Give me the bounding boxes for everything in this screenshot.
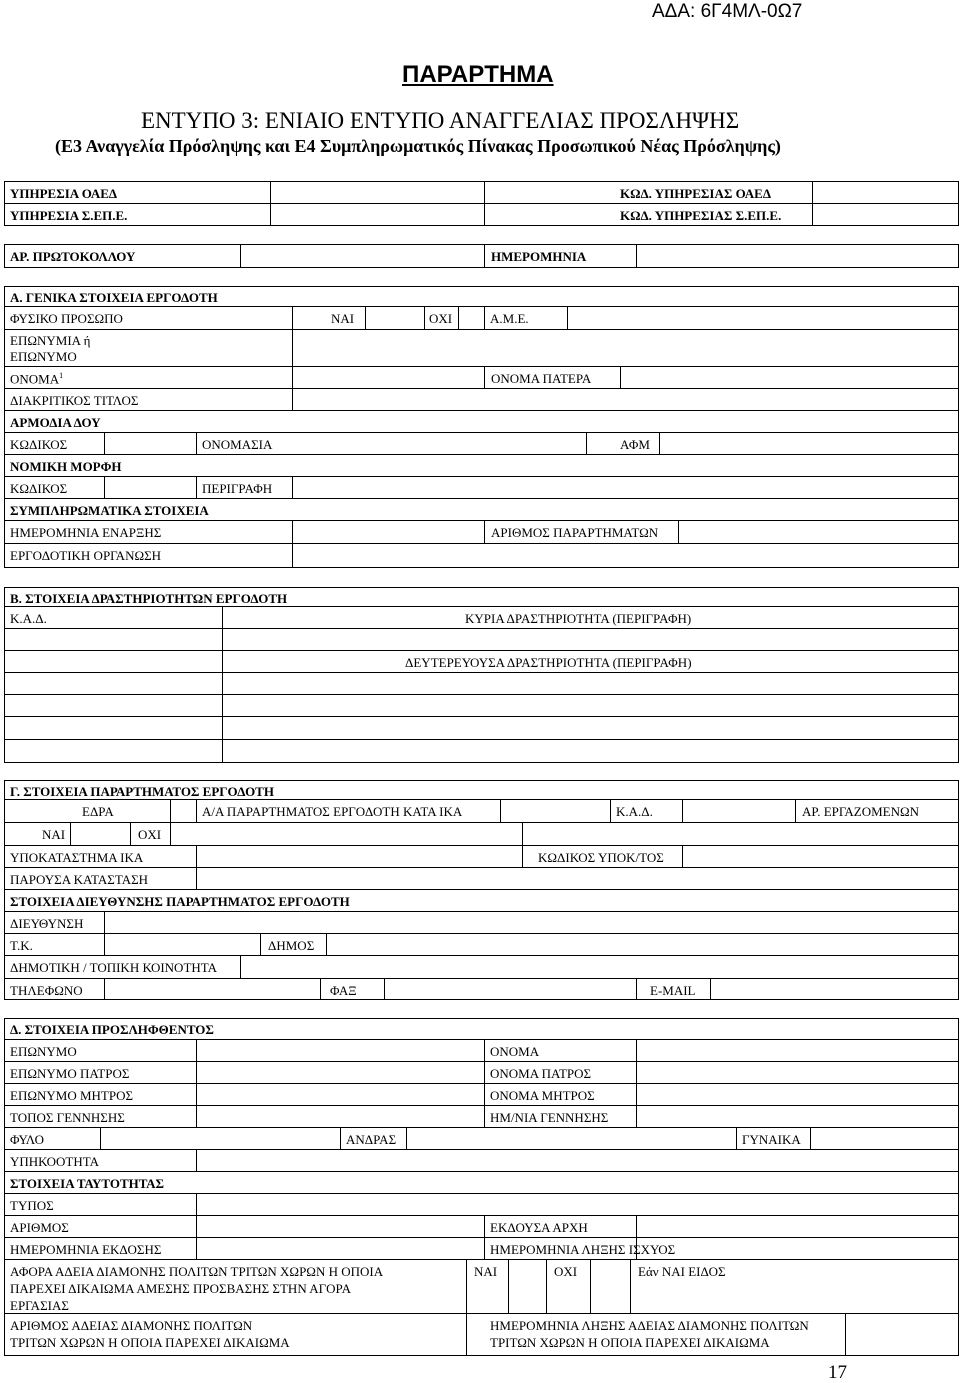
- label-topos-gennisis: ΤΟΠΟΣ ΓΕΝΝΗΣΗΣ: [10, 1110, 125, 1125]
- label-typos: ΤΥΠΟΣ: [10, 1198, 54, 1213]
- label-oxi: ΟΧΙ: [429, 311, 453, 326]
- im-gennisis-field[interactable]: [638, 1107, 958, 1126]
- ep-mitros-field[interactable]: [198, 1085, 483, 1104]
- ame-field[interactable]: [569, 308, 958, 328]
- im-ekdosis-field[interactable]: [198, 1239, 483, 1258]
- label-kad: Κ.Α.Δ.: [10, 611, 47, 626]
- label-aa-parartimatos: Α/Α ΠΑΡΑΡΤΗΜΑΤΟΣ ΕΡΓΟΔΟΤΗ ΚΑΤΑ ΙΚΑ: [202, 804, 463, 819]
- ar-protokollou-field[interactable]: [242, 246, 482, 266]
- label-ypikootita: ΥΠΗΚΟΟΤΗΤΑ: [10, 1154, 100, 1169]
- label-eponymo-d: ΕΠΩΝΥΜΟ: [10, 1044, 77, 1059]
- label-dieythinsi: ΔΙΕΥΘΥΝΣΗ: [10, 916, 84, 931]
- label-afora-2: ΠΑΡΕΧΕΙ ΔΙΚΑΙΩΜΑ ΑΜΕΣΗΣ ΠΡΟΣΒΑΣΗΣ ΣΤΗΝ ΑΓΟΡΑ: [10, 1281, 351, 1296]
- ada-code: ΑΔΑ: 6Γ4ΜΛ-0Ω7: [652, 1, 803, 22]
- page-number: 17: [828, 1362, 847, 1383]
- gynaika-field[interactable]: [812, 1129, 958, 1148]
- defter-perigrafi-2-field[interactable]: [224, 696, 958, 715]
- label-eponymia: ΕΠΩΝΥΜΙΑ ή: [10, 333, 91, 348]
- label-ame: Α.Μ.Ε.: [490, 311, 529, 326]
- kad-defter-1-field[interactable]: [6, 674, 221, 693]
- label-on-patros: ΟΝΟΜΑ ΠΑΤΡΟΣ: [490, 1066, 592, 1081]
- label-im-lixis-adeias-1: ΗΜΕΡΟΜΗΝΙΑ ΛΗΞΗΣ ΑΔΕΙΑΣ ΔΙΑΜΟΝΗΣ ΠΟΛΙΤΩΝ: [490, 1318, 809, 1333]
- form-title: ΕΝΤΥΠΟ 3: ΕΝΙΑΙΟ ΕΝΤΥΠΟ ΑΝΑΓΓΕΛΙΑΣ ΠΡΟΣΛΗΨΗΣ: [141, 108, 740, 133]
- edra-nai-field[interactable]: [6, 824, 69, 844]
- section-b-title: Β. ΣΤΟΙΧΕΙΑ ΔΡΑΣΤΗΡΙΟΤΗΤΩΝ ΕΡΓΟΔΟΤΗ: [10, 591, 288, 606]
- onoma-patera-field[interactable]: [622, 368, 958, 387]
- label-kodikos-morfis: ΚΩΔΙΚΟΣ: [10, 481, 68, 496]
- afora-oxi-field[interactable]: [592, 1261, 629, 1312]
- kad-defter-4-field[interactable]: [6, 741, 221, 762]
- label-afora-1: ΑΦΟΡΑ ΑΔΕΙΑ ΔΙΑΜΟΝΗΣ ΠΟΛΙΤΩΝ ΤΡΙΤΩΝ ΧΩΡΩΝ Η ΟΠΟΙΑ: [10, 1264, 384, 1279]
- im-lixis-isxyos-field[interactable]: [638, 1239, 958, 1258]
- kodikos-doy-field[interactable]: [106, 434, 195, 453]
- label-onoma-patera: ΟΝΟΜΑ ΠΑΤΕΡΑ: [491, 371, 592, 386]
- label-on-mitros: ΟΝΟΜΑ ΜΗΤΡΟΣ: [490, 1088, 595, 1103]
- defter-perigrafi-1-field[interactable]: [224, 674, 958, 693]
- arithmos-parartimaton-field[interactable]: [680, 522, 958, 542]
- label-im-enarxis: ΗΜΕΡΟΜΗΝΙΑ ΕΝΑΡΞΗΣ: [10, 525, 162, 540]
- label-fysiko-prosopo: ΦΥΣΙΚΟ ΠΡΟΣΩΠΟ: [10, 311, 123, 326]
- parousa-katastasi-field[interactable]: [198, 869, 958, 888]
- label-ep-patros: ΕΠΩΝΥΜΟ ΠΑΤΡΟΣ: [10, 1066, 130, 1081]
- dimos-field[interactable]: [328, 935, 958, 954]
- label-stoixeia-taytotitas: ΣΤΟΙΧΕΙΑ ΤΑΥΤΟΤΗΤΑΣ: [10, 1176, 165, 1191]
- section-d-title: Δ. ΣΤΟΙΧΕΙΑ ΠΡΟΣΛΗΦΘΕΝΤΟΣ: [10, 1022, 214, 1037]
- andras-field[interactable]: [408, 1129, 735, 1148]
- kad-defter-3-field[interactable]: [6, 718, 221, 738]
- label-edra: ΕΔΡΑ: [82, 804, 114, 819]
- arithmos-field[interactable]: [198, 1217, 483, 1236]
- label-im-lixis-isxyos: ΗΜΕΡΟΜΗΝΙΑ ΛΗΞΗΣ ΙΣΧΥΟΣ: [490, 1242, 676, 1257]
- im-lixis-adeias-field[interactable]: [847, 1315, 958, 1355]
- defter-perigrafi-3-field[interactable]: [224, 718, 958, 738]
- label-symplirwmatika: ΣΥΜΠΛΗΡΩΜΑΤΙΚΑ ΣΤΟΙΧΕΙΑ: [10, 503, 209, 518]
- dieythinsi-field[interactable]: [106, 913, 958, 932]
- label-eponymo: ΕΠΩΝΥΜΟ: [10, 349, 77, 364]
- fax-field[interactable]: [386, 980, 635, 999]
- fysiko-nai-field[interactable]: [367, 308, 423, 328]
- ypikootita-field[interactable]: [198, 1151, 958, 1170]
- label-arithmos-parartimaton: ΑΡΙΘΜΟΣ ΠΑΡΑΡΤΗΜΑΤΩΝ: [491, 525, 659, 540]
- label-email: E-MAIL: [650, 983, 696, 998]
- label-ypokatastima: ΥΠΟΚΑΤΑΣΤΗΜΑ ΙΚΑ: [10, 850, 144, 865]
- onoma-field[interactable]: [294, 368, 483, 387]
- label-edra-oxi: ΟΧΙ: [138, 827, 162, 842]
- aa-parartimatos-field[interactable]: [172, 824, 521, 844]
- label-ar-ergazomenon: ΑΡ. ΕΡΓΑΖΟΜΕΝΩΝ: [802, 804, 920, 819]
- label-kyria-drastiriotita: ΚΥΡΙΑ ΔΡΑΣΤΗΡΙΟΤΗΤΑ (ΠΕΡΙΓΡΑΦΗ): [465, 611, 692, 626]
- label-yp-oaed: ΥΠΗΡΕΣΙΑ ΟΑΕΔ: [10, 186, 118, 201]
- label-ergodotiki-organosi: ΕΡΓΟΔΟΤΙΚΗ ΟΡΓΑΝΩΣΗ: [10, 548, 162, 563]
- label-edra-nai: ΝΑΙ: [42, 827, 66, 842]
- label-im-lixis-adeias-2: ΤΡΙΤΩΝ ΧΩΡΩΝ Η ΟΠΟΙΑ ΠΑΡΕΧΕΙ ΔΙΚΑΙΩΜΑ: [490, 1335, 770, 1350]
- label-kod-oaed: ΚΩΔ. ΥΠΗΡΕΣΙΑΣ ΟΑΕΔ: [620, 186, 771, 201]
- kad-defter-2-field[interactable]: [6, 696, 221, 715]
- label-afora-nai: ΝΑΙ: [474, 1264, 498, 1279]
- label-kodikos-doy: ΚΩΔΙΚΟΣ: [10, 437, 68, 452]
- page-title: ΠΑΡΑΡΤΗΜΑ: [402, 61, 554, 88]
- diakritikos-field[interactable]: [294, 390, 958, 409]
- kodikos-morfis-field[interactable]: [106, 478, 195, 497]
- yp-sepe-field[interactable]: [272, 205, 482, 224]
- label-kod-ypok: ΚΩΔΙΚΟΣ ΥΠΟΚ/ΤΟΣ: [538, 850, 664, 865]
- afora-nai-field[interactable]: [510, 1261, 545, 1312]
- label-im-gennisis: ΗΜ/ΝΙΑ ΓΕΝΝΗΣΗΣ: [490, 1110, 609, 1125]
- label-onoma: ΟΝΟΜΑ$^1$: [10, 371, 64, 387]
- label-stoixeia-dieythinsis: ΣΤΟΙΧΕΙΑ ΔΙΕΥΘΥΝΣΗΣ ΠΑΡΑΡΤΗΜΑΤΟΣ ΕΡΓΟΔΟΤΗ: [10, 894, 350, 909]
- label-onoma-d: ΟΝΟΜΑ: [490, 1044, 540, 1059]
- label-im-ekdosis: ΗΜΕΡΟΜΗΝΙΑ ΕΚΔΟΣΗΣ: [10, 1242, 162, 1257]
- label-ean-nai-eidos: Εάν ΝΑΙ ΕΙΔΟΣ: [638, 1264, 726, 1279]
- topos-gennisis-field[interactable]: [198, 1107, 483, 1126]
- section-a-title: Α. ΓΕΝΙΚΑ ΣΤΟΙΧΕΙΑ ΕΡΓΟΔΟΤΗ: [10, 290, 218, 305]
- label-kad-c: Κ.Α.Δ.: [616, 804, 653, 819]
- onoma-d-field[interactable]: [638, 1041, 958, 1060]
- label-ekdousa-arxi: ΕΚΔΟΥΣΑ ΑΡΧΗ: [490, 1220, 588, 1235]
- label-ar-protokollou: ΑΡ. ΠΡΩΤΟΚΟΛΛΟΥ: [10, 249, 136, 264]
- label-nomiki-morfi: ΝΟΜΙΚΗ ΜΟΡΦΗ: [10, 459, 122, 474]
- defter-perigrafi-4-field[interactable]: [224, 741, 958, 762]
- fysiko-oxi-field[interactable]: [460, 308, 483, 328]
- koinotita-field[interactable]: [242, 957, 958, 977]
- tk-field[interactable]: [106, 935, 259, 954]
- label-onomasia: ΟΝΟΜΑΣΙΑ: [202, 437, 273, 452]
- kod-sepe-field[interactable]: [814, 205, 958, 224]
- eponymia-field[interactable]: [294, 331, 958, 365]
- kad-ar-erg-field[interactable]: [524, 824, 958, 844]
- imerominia-field[interactable]: [638, 246, 958, 266]
- label-tilefono: ΤΗΛΕΦΩΝΟ: [10, 983, 83, 998]
- ergodotiki-organosi-field[interactable]: [294, 545, 958, 567]
- label-parousa-katastasi: ΠΑΡΟΥΣΑ ΚΑΤΑΣΤΑΣΗ: [10, 872, 149, 887]
- section-c-title: Γ. ΣΤΟΙΧΕΙΑ ΠΑΡΑΡΤΗΜΑΤΟΣ ΕΡΓΟΔΟΤΗ: [10, 784, 274, 799]
- ep-patros-field[interactable]: [198, 1063, 483, 1082]
- im-enarxis-field[interactable]: [294, 522, 483, 542]
- label-arithmos: ΑΡΙΘΜΟΣ: [10, 1220, 69, 1235]
- label-nai: ΝΑΙ: [331, 311, 355, 326]
- tilefono-field[interactable]: [106, 980, 319, 999]
- on-patros-field[interactable]: [638, 1063, 958, 1082]
- label-gynaika: ΓΥΝΑΙΚΑ: [742, 1132, 801, 1147]
- label-kod-sepe: ΚΩΔ. ΥΠΗΡΕΣΙΑΣ Σ.ΕΠ.Ε.: [620, 208, 782, 223]
- label-andras: ΑΝΔΡΑΣ: [346, 1132, 397, 1147]
- label-perigrafi: ΠΕΡΙΓΡΑΦΗ: [202, 481, 273, 496]
- label-afora-oxi: ΟΧΙ: [554, 1264, 578, 1279]
- label-fylo: ΦΥΛΟ: [10, 1132, 45, 1147]
- label-koinotita: ΔΗΜΟΤΙΚΗ / ΤΟΠΙΚΗ ΚΟΙΝΟΤΗΤΑ: [10, 960, 218, 975]
- afm-field[interactable]: [661, 434, 958, 453]
- form-subtitle: (Ε3 Αναγγελία Πρόσληψης και Ε4 Συμπληρωματικός Πίνακας Προσωπικού Νέας Πρόσληψης): [55, 136, 781, 156]
- eponymo-field[interactable]: [198, 1041, 483, 1060]
- label-diakritikos-titlos: ΔΙΑΚΡΙΤΙΚΟΣ ΤΙΤΛΟΣ: [10, 393, 139, 408]
- kod-ypok-field[interactable]: [684, 847, 958, 866]
- label-yp-sepe: ΥΠΗΡΕΣΙΑ Σ.ΕΠ.Ε.: [10, 208, 128, 223]
- label-ar-adeias-2: ΤΡΙΤΩΝ ΧΩΡΩΝ Η ΟΠΟΙΑ ΠΑΡΕΧΕΙ ΔΙΚΑΙΩΜΑ: [10, 1335, 290, 1350]
- label-deftereyousa: ΔΕΥΤΕΡΕΥΟΥΣΑ ΔΡΑΣΤΗΡΙΟΤΗΤΑ (ΠΕΡΙΓΡΑΦΗ): [405, 655, 692, 670]
- typos-field[interactable]: [198, 1195, 958, 1214]
- label-ar-adeias-1: ΑΡΙΘΜΟΣ ΑΔΕΙΑΣ ΔΙΑΜΟΝΗΣ ΠΟΛΙΤΩΝ: [10, 1318, 253, 1333]
- label-imerominia: ΗΜΕΡΟΜΗΝΙΑ: [491, 249, 587, 264]
- label-ep-mitros: ΕΠΩΝΥΜΟ ΜΗΤΡΟΣ: [10, 1088, 134, 1103]
- label-tk: Τ.Κ.: [10, 938, 33, 953]
- email-field[interactable]: [712, 980, 958, 999]
- ekdousa-arxi-field[interactable]: [638, 1217, 958, 1236]
- ypokatastima-field[interactable]: [198, 847, 521, 866]
- eidos-field[interactable]: [638, 1282, 958, 1312]
- perigrafi-morfis-field[interactable]: [294, 478, 958, 497]
- label-armodia-doy: ΑΡΜΟΔΙΑ ΔΟΥ: [10, 415, 101, 430]
- label-afm: ΑΦΜ: [620, 437, 650, 452]
- kod-oaed-field[interactable]: [814, 183, 958, 202]
- label-fax: ΦΑΞ: [330, 983, 357, 998]
- kyria-perigrafi-field[interactable]: [224, 630, 958, 649]
- label-afora-3: ΕΡΓΑΣΙΑΣ: [10, 1298, 69, 1313]
- yp-oaed-field[interactable]: [272, 183, 482, 202]
- kad-kyria-field[interactable]: [6, 630, 221, 649]
- label-dimos: ΔΗΜΟΣ: [268, 938, 315, 953]
- on-mitros-field[interactable]: [638, 1085, 958, 1104]
